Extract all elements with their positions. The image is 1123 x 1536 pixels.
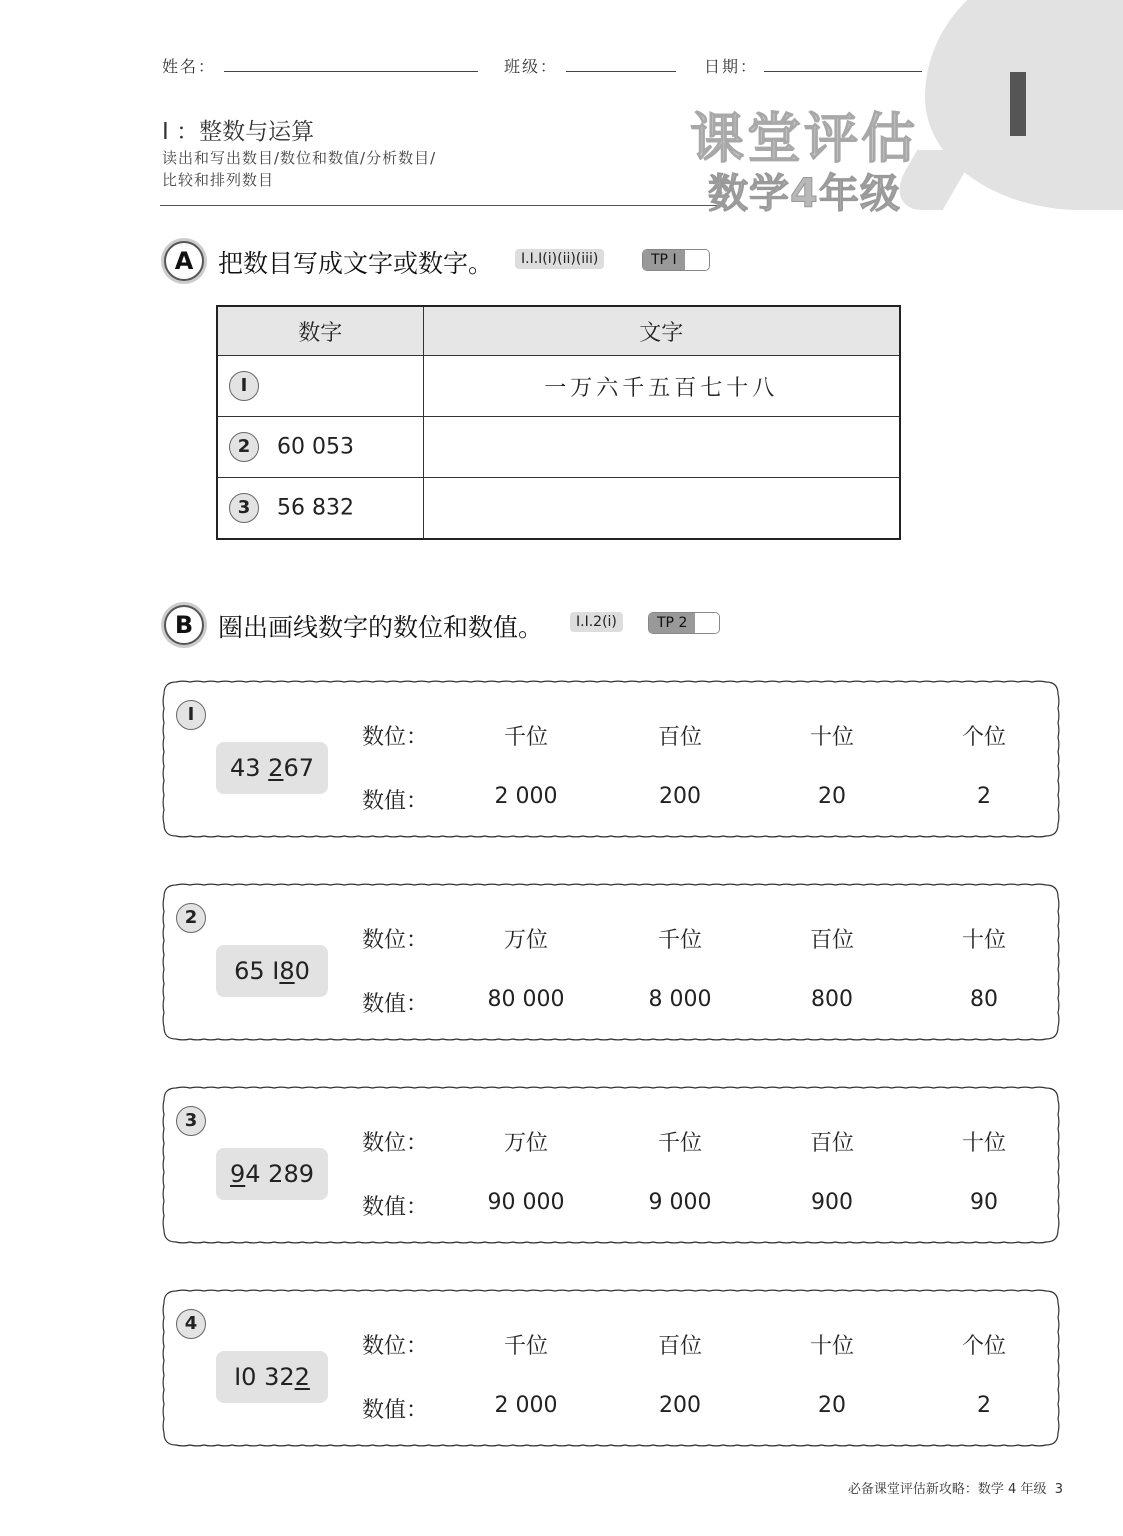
underlined-digit: 8 [279,957,295,985]
value-option[interactable]: 90 000 [487,1190,565,1215]
number-words-table [216,305,901,540]
place-label: 数位： [362,928,429,953]
place-option[interactable]: 万位 [503,928,548,953]
date-label: 日期： [704,57,759,76]
place-option[interactable]: 十位 [809,725,854,750]
section-a-badge: A [164,241,204,281]
underlined-digit: 2 [268,754,284,782]
question-card [160,678,1062,840]
place-option[interactable]: 百位 [657,1334,702,1359]
section-b-code: I.I.2(i) [570,612,623,632]
tp-check-box[interactable] [685,250,709,270]
value-label: 数值： [362,992,429,1017]
table-row [217,417,900,478]
question-card [160,881,1062,1043]
value-option[interactable]: 2 000 [494,1393,558,1418]
place-option[interactable]: 十位 [961,1131,1006,1156]
footer [848,1478,1063,1497]
place-label: 数位： [362,1131,429,1156]
value-option[interactable]: 900 [811,1190,853,1215]
section-b-badge: B [164,605,204,645]
name-field[interactable] [224,71,478,72]
number-box: 43 267 [216,742,328,794]
section-a-code: I.I.I(i)(ii)(iii) [515,249,604,269]
place-option[interactable]: 千位 [657,1131,702,1156]
place-option[interactable]: 百位 [809,928,854,953]
table-row [217,478,900,540]
tp-label: TP I [643,250,685,270]
words-cell[interactable] [423,417,900,478]
question-number-badge: 3 [229,493,259,523]
table-header-row [217,306,900,356]
underlined-digit: 9 [230,1160,246,1188]
unit-number [1000,62,1036,142]
underlined-digit: 2 [294,1363,310,1391]
date-field[interactable] [764,71,922,72]
number-cell[interactable] [217,356,423,417]
brand-subtitle: 数学4年级 [708,171,901,217]
tp-label: TP 2 [649,613,695,633]
header-words: 文字 [423,306,900,356]
value-option[interactable]: 9 000 [648,1190,712,1215]
value-label: 数值： [362,1195,429,1220]
value-option[interactable]: 2 [977,784,991,809]
words-cell[interactable] [423,478,900,540]
topic-title: I ：整数与运算 [162,119,315,145]
tp-check-box[interactable] [695,613,719,633]
value-option[interactable]: 80 000 [487,987,565,1012]
number-box: 94 289 [216,1148,328,1200]
number-value: 56 832 [277,495,354,521]
question-number-badge: I [229,371,259,401]
question-number-badge: 3 [176,1106,206,1136]
place-option[interactable]: 十位 [809,1334,854,1359]
question-number-badge: I [176,700,206,730]
place-label: 数位： [362,725,429,750]
place-label: 数位： [362,1334,429,1359]
place-option[interactable]: 千位 [503,725,548,750]
number-box: I0 322 [216,1351,328,1403]
section-a-title: 把数目写成文字或数字。 [218,249,494,278]
value-option[interactable]: 2 000 [494,784,558,809]
place-option[interactable]: 十位 [961,928,1006,953]
number-cell [217,478,423,540]
place-option[interactable]: 千位 [657,928,702,953]
value-option[interactable]: 90 [970,1190,998,1215]
class-field[interactable] [566,71,676,72]
number-value: 60 053 [277,434,354,460]
value-label: 数值： [362,1398,429,1423]
header-number: 数字 [217,306,423,356]
topic-subtitle-line1: 读出和写出数目/数位和数值/分析数目/ [162,149,437,167]
section-b-title: 圈出画线数字的数位和数值。 [218,613,544,642]
footer-book-title: 必备课堂评估新攻略：数学 4 年级 [847,1482,1047,1497]
question-number-badge: 4 [176,1309,206,1339]
place-option[interactable]: 百位 [657,725,702,750]
topic-divider [160,205,720,206]
class-label: 班级： [504,57,559,76]
value-option[interactable]: 80 [970,987,998,1012]
number-cell [217,417,423,478]
question-card [160,1084,1062,1246]
brand-title: 课堂评估 [690,107,918,170]
words-cell: 一万六千五百七十八 [423,356,900,417]
section-a-tp-badge [642,249,710,271]
value-option[interactable]: 200 [659,1393,701,1418]
table-row [217,356,900,417]
place-option[interactable]: 百位 [809,1131,854,1156]
place-option[interactable]: 个位 [961,725,1006,750]
value-option[interactable]: 2 [977,1393,991,1418]
page-number: 3 [1054,1482,1063,1497]
section-b-tp-badge [648,612,720,634]
value-option[interactable]: 20 [818,1393,846,1418]
name-label: 姓名： [162,57,217,76]
place-option[interactable]: 个位 [961,1334,1006,1359]
question-number-badge: 2 [176,903,206,933]
value-label: 数值： [362,789,429,814]
value-option[interactable]: 8 000 [648,987,712,1012]
value-option[interactable]: 20 [818,784,846,809]
question-card [160,1287,1062,1449]
place-option[interactable]: 万位 [503,1131,548,1156]
number-box: 65 I80 [216,945,328,997]
value-option[interactable]: 200 [659,784,701,809]
place-option[interactable]: 千位 [503,1334,548,1359]
question-number-badge: 2 [229,432,259,462]
topic-subtitle-line2: 比较和排列数目 [162,171,275,189]
value-option[interactable]: 800 [811,987,853,1012]
